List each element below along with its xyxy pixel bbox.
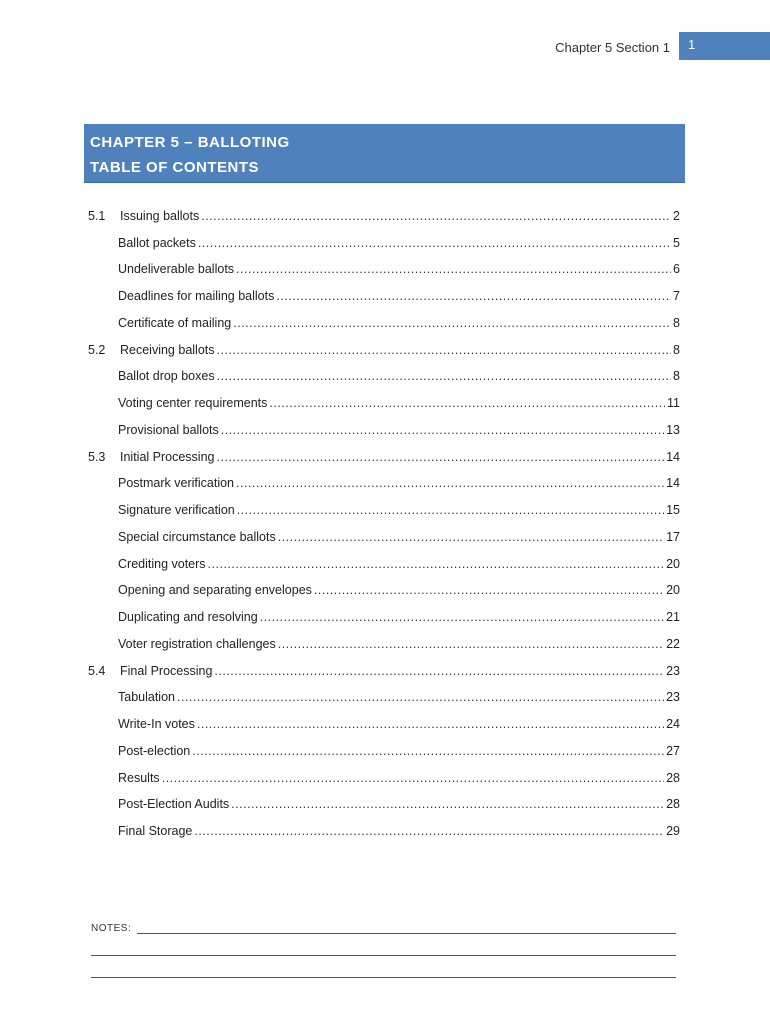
toc-page-number: 17 (666, 529, 680, 544)
toc-page-number: 11 (667, 396, 680, 410)
notes-line (91, 912, 676, 934)
toc-leader-dots (162, 771, 664, 785)
toc-subsection-entry[interactable] (88, 758, 680, 785)
toc-page-number: 27 (666, 743, 680, 758)
toc-page-number: 28 (666, 797, 680, 812)
toc-subsection-entry[interactable] (88, 731, 680, 758)
toc-entry-title: Voting center requirements (118, 396, 268, 410)
toc-leader-dots (208, 557, 665, 571)
toc-entry-title: Voter registration challenges (118, 636, 276, 651)
toc-leader-dots (314, 583, 664, 597)
toc-page-number: 20 (666, 583, 680, 598)
toc-entry-title: Write-In votes (118, 717, 195, 731)
toc-subsection-entry[interactable] (88, 544, 680, 571)
toc-section-entry[interactable] (88, 330, 680, 357)
section-label: Chapter 5 Section 1 (555, 40, 670, 55)
notes-rule (91, 965, 676, 978)
toc-subsection-entry[interactable] (88, 383, 680, 410)
toc-page-number: 8 (673, 369, 680, 384)
toc-entry-title: Tabulation (118, 690, 175, 705)
toc-leader-dots (276, 289, 671, 303)
toc-subsection-entry[interactable] (88, 410, 680, 437)
toc-entry-title: Ballot packets (118, 235, 196, 250)
toc-subsection-entry[interactable] (88, 597, 680, 624)
toc-leader-dots (233, 316, 671, 330)
notes-line (91, 934, 676, 956)
toc-entry-title: Duplicating and resolving (118, 610, 258, 624)
toc-leader-dots (278, 637, 664, 651)
toc-section-number: 5.2 (88, 342, 106, 357)
toc-entry-title: Final Processing (120, 663, 213, 678)
toc-leader-dots (214, 664, 664, 678)
toc-leader-dots (260, 610, 664, 624)
toc-subsection-entry[interactable] (88, 250, 680, 277)
toc-leader-dots (198, 236, 671, 250)
toc-page-number: 2 (673, 208, 680, 223)
toc-leader-dots (201, 209, 671, 223)
notes-rule (91, 943, 676, 956)
toc-subsection-entry[interactable] (88, 678, 680, 705)
toc-entry-title: Provisional ballots (118, 422, 219, 437)
toc-entry-title: Undeliverable ballots (118, 262, 235, 277)
toc-entry-title: Final Storage (118, 824, 193, 838)
toc-entry-title: Crediting voters (118, 556, 206, 571)
toc-entry-title: Signature verification (118, 503, 235, 517)
toc-entry-title: Post-election (118, 743, 191, 758)
notes-section (91, 912, 676, 978)
toc-section-entry[interactable] (88, 651, 680, 678)
toc-page-number: 23 (666, 663, 680, 678)
toc-subsection-entry[interactable] (88, 303, 680, 330)
toc-leader-dots (192, 744, 664, 758)
toc-leader-dots (236, 476, 664, 490)
toc-section-number: 5.1 (88, 208, 106, 223)
toc-page-number: 24 (666, 717, 680, 731)
toc-page-number: 21 (666, 610, 680, 624)
toc-page-number: 6 (673, 262, 680, 277)
toc-page-number: 15 (666, 503, 680, 517)
toc-page-number: 23 (666, 690, 680, 705)
toc-entry-title: Deadlines for mailing ballots (118, 289, 275, 303)
toc-subsection-entry[interactable] (88, 624, 680, 651)
toc-entry-title: Post-Election Audits (118, 797, 230, 812)
toc-leader-dots (231, 797, 664, 811)
toc-entry-title: Ballot drop boxes (118, 369, 215, 384)
toc-section-number: 5.4 (88, 663, 106, 678)
toc-page-number: 14 (666, 449, 680, 464)
toc-subsection-entry[interactable] (88, 704, 680, 731)
toc-section-number: 5.3 (88, 449, 106, 464)
notes-rule (137, 921, 676, 934)
toc-subsection-entry[interactable] (88, 785, 680, 812)
toc-page-number: 28 (666, 770, 680, 785)
toc-page-number: 8 (673, 342, 680, 357)
toc-subsection-entry[interactable] (88, 464, 680, 491)
toc-entry-title: Issuing ballots (120, 208, 200, 223)
toc-section-entry[interactable] (88, 437, 680, 464)
chapter-banner (84, 124, 685, 182)
chapter-title: CHAPTER 5 – BALLOTING (90, 134, 290, 151)
toc-leader-dots (177, 690, 664, 704)
page-number: 1 (688, 37, 696, 52)
toc-entry-title: Certificate of mailing (118, 315, 232, 330)
toc-page-number: 7 (673, 289, 680, 303)
toc-entry-title: Receiving ballots (120, 342, 215, 357)
toc-entry-title: Postmark verification (118, 476, 235, 491)
toc-subsection-entry[interactable] (88, 517, 680, 544)
toc-entry-title: Initial Processing (120, 449, 215, 464)
toc-subsection-entry[interactable] (88, 490, 680, 517)
toc-page-number: 22 (666, 636, 680, 651)
toc-leader-dots (194, 824, 664, 838)
toc-page-number: 29 (666, 824, 680, 838)
toc-leader-dots (236, 262, 671, 276)
toc-section-entry[interactable] (88, 196, 680, 223)
toc-subsection-entry[interactable] (88, 571, 680, 598)
toc-subsection-entry[interactable] (88, 223, 680, 250)
notes-line (91, 956, 676, 978)
toc-page-number: 8 (673, 315, 680, 330)
toc-heading: TABLE OF CONTENTS (90, 159, 260, 176)
toc-entry-title: Opening and separating envelopes (118, 583, 312, 598)
notes-label: NOTES: (91, 923, 132, 934)
page-number-tab (679, 32, 770, 60)
toc-entry-title: Results (118, 770, 160, 785)
toc-leader-dots (217, 369, 671, 383)
toc-page-number: 13 (666, 422, 680, 437)
toc-leader-dots (237, 503, 664, 517)
toc-page-number: 5 (673, 235, 680, 250)
toc-leader-dots (221, 423, 664, 437)
toc-entry-title: Special circumstance ballots (118, 529, 276, 544)
toc-leader-dots (197, 717, 664, 731)
toc-subsection-entry[interactable] (88, 276, 680, 303)
toc-leader-dots (278, 530, 664, 544)
toc-subsection-entry[interactable] (88, 811, 680, 838)
toc-page-number: 14 (666, 476, 680, 491)
toc-leader-dots (217, 450, 665, 464)
toc-subsection-entry[interactable] (88, 357, 680, 384)
toc-leader-dots (217, 343, 672, 357)
table-of-contents (88, 196, 680, 838)
toc-leader-dots (269, 396, 665, 410)
toc-page-number: 20 (666, 556, 680, 571)
